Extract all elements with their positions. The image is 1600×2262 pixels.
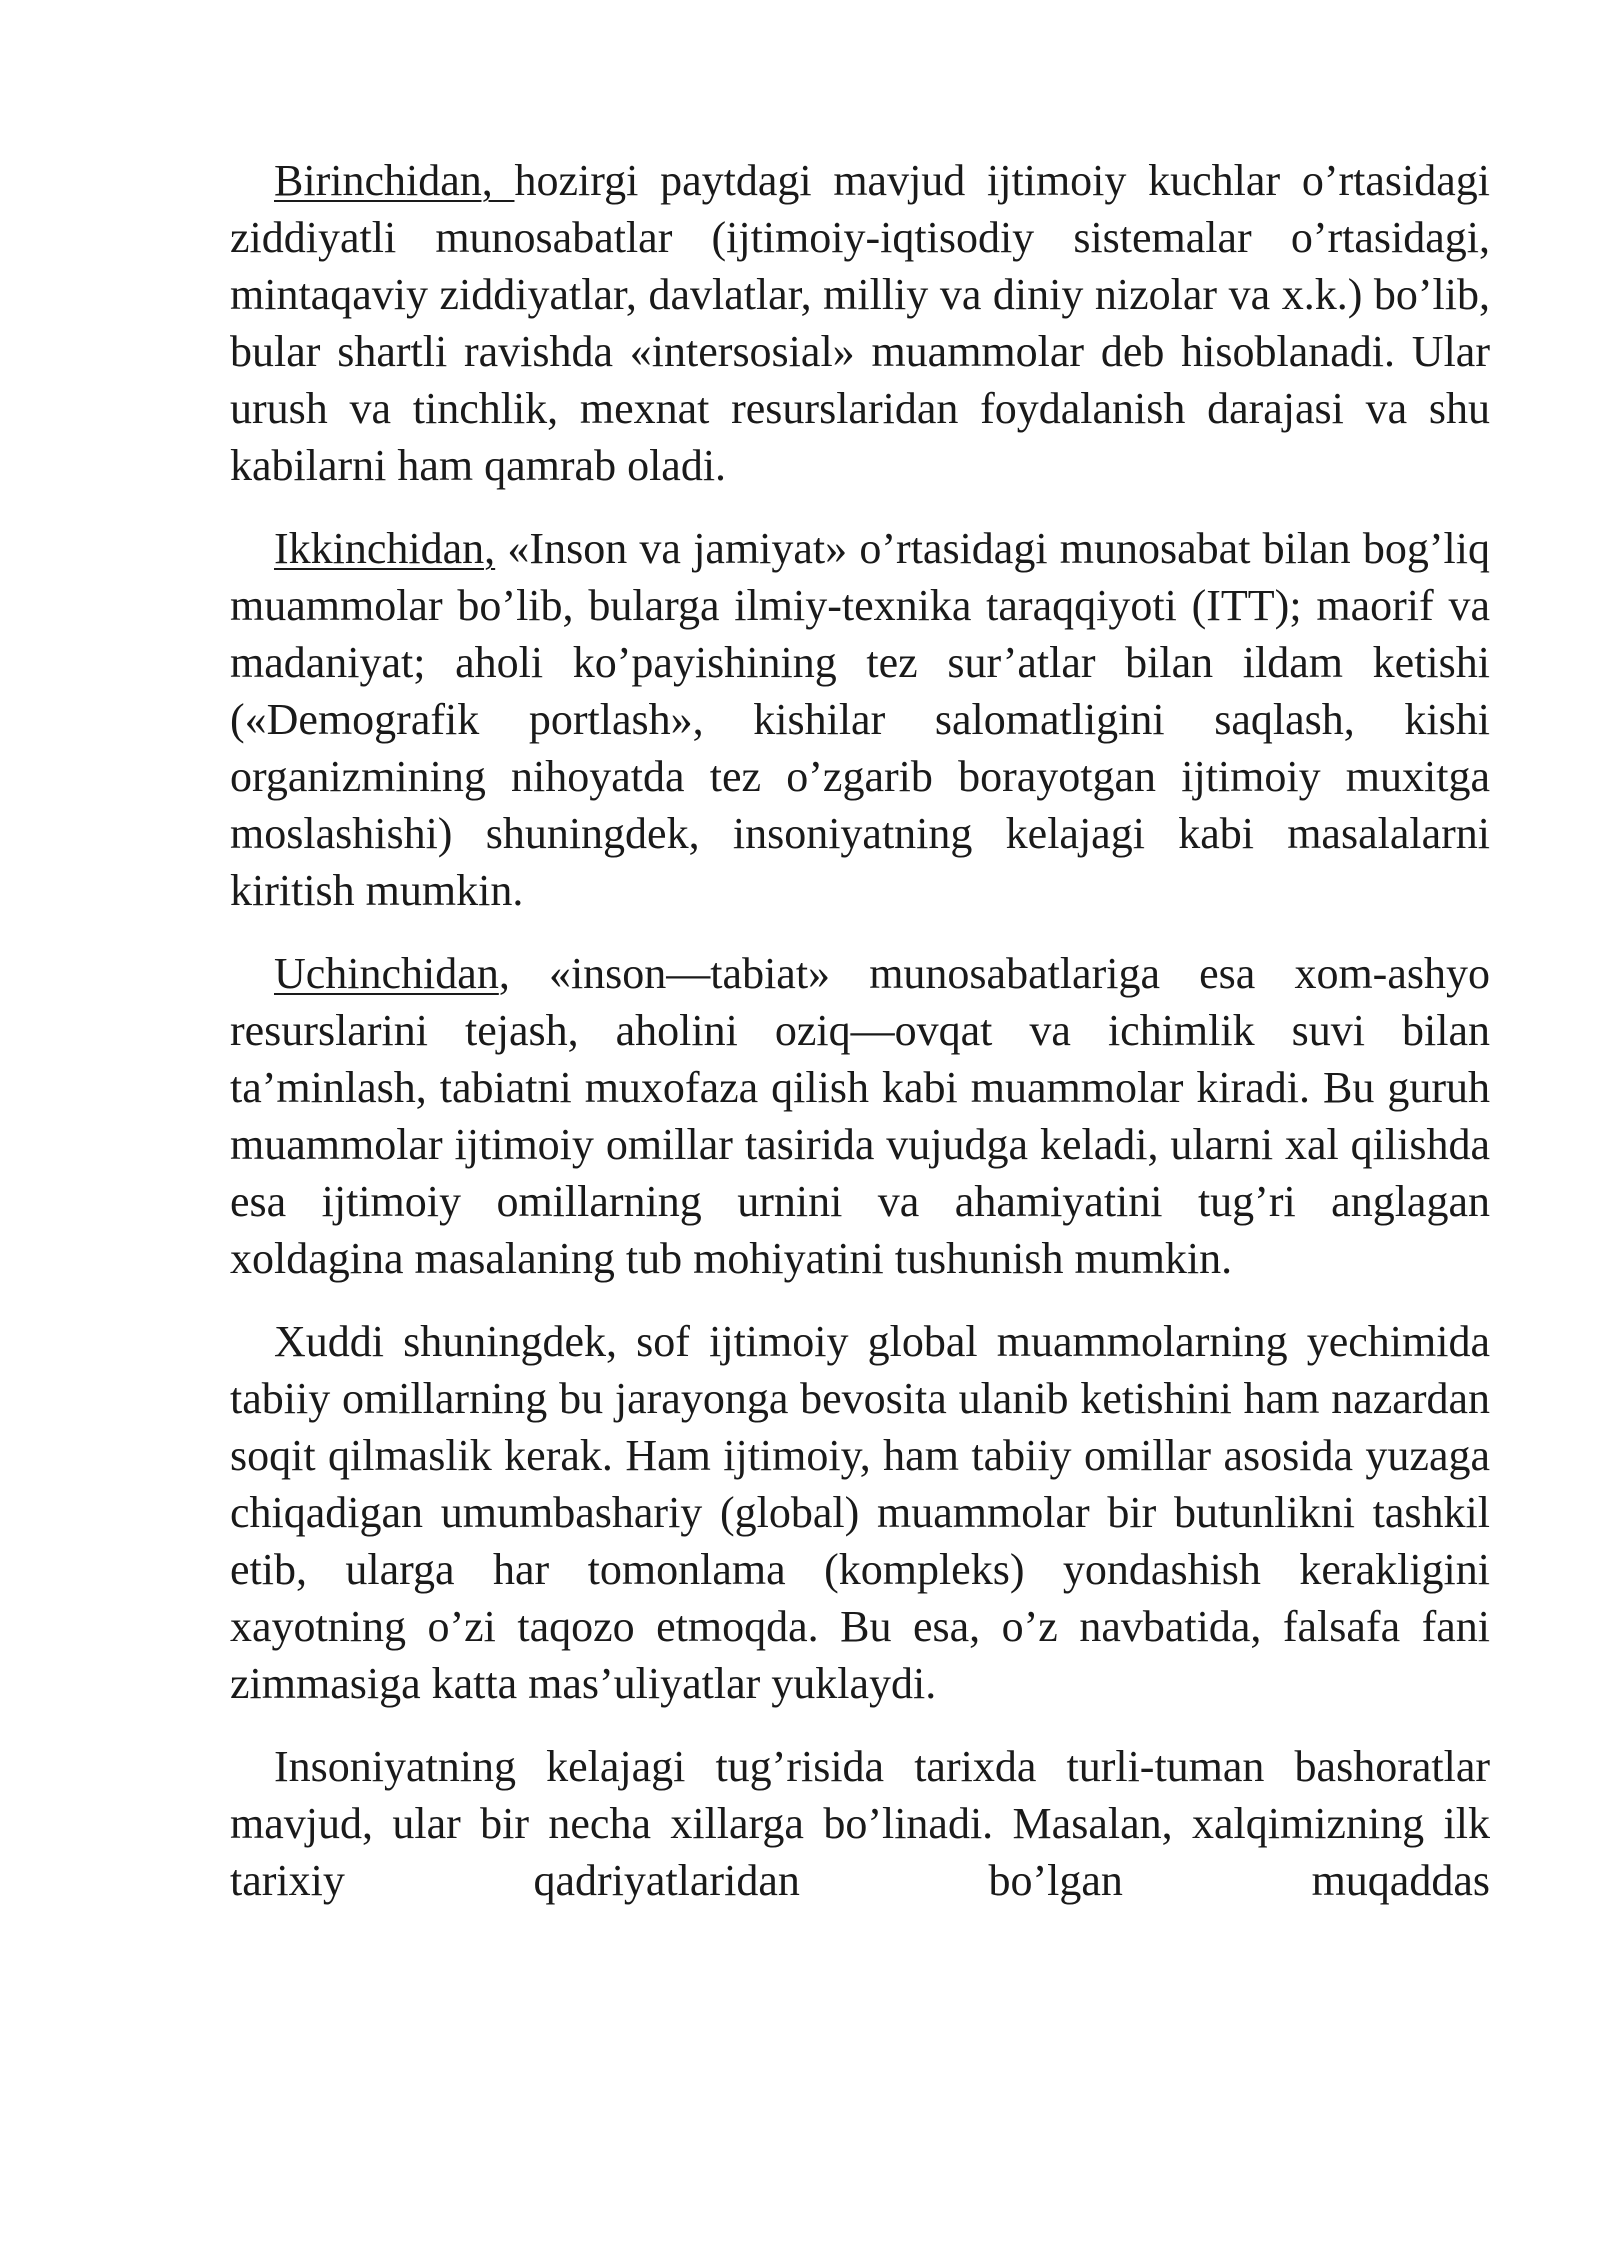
paragraph-uchinchidan (230, 945, 1490, 1287)
paragraph-text: , «inson—tabiat» munosabatlariga esa xom-ashyo resurslarini tejash, aholini oziq—ovqat va ichimlik suvi bilan ta’minlash, tabiatni muxofaza qilish kabi muammolar kiradi. Bu guruh muammolar ijtimoiy omillar tasirida vujudga keladi, ularni xal qilishda esa ijtimoiy omillarning urnini va ahamiyatini tug’ri anglagan xoldagina masalaning tub mohiyatini tushunish mumkin. (230, 949, 1490, 1283)
paragraph-insoniyatning-kelajagi (230, 1738, 1490, 1909)
paragraph-lead-uchinchidan: Uchinchidan (274, 949, 499, 998)
paragraph-birinchidan (230, 152, 1490, 494)
paragraph-text: «Inson va jamiyat» o’rtasidagi munosabat bilan bog’liq muammolar bo’lib, bularga ilmiy-texnika taraqqiyoti (ITT); maorif va madaniyat; aholi ko’payishining tez sur’atlar bilan ildam ketishi («Demografik portlash», kishilar salomatligini saqlash, kishi organizmining nihoyatda tez o’zgarib borayotgan ijtimoiy muxitga moslashishi) shuningdek, insoniyatning kelajagi kabi masalalarni kiritish mumkin. (230, 524, 1490, 915)
paragraph-text: Insoniyatning kelajagi tug’risida tarixda turli-tuman bashoratlar mavjud, ular bir necha xillarga bo’linadi. Masalan, xalqimizning ilk tarixiy qadriyatlaridan bo’lgan muqaddas (230, 1742, 1490, 1905)
paragraph-text: hozirgi paytdagi mavjud ijtimoiy kuchlar o’rtasidagi ziddiyatli munosabatlar (ijtimoiy-iqtisodiy sistemalar o’rtasidagi, mintaqaviy ziddiyatlar, davlatlar, milliy va diniy nizolar va x.k.) bo’lib, bular shartli ravishda «intersosial» muammolar deb hisoblanadi. Ular urush va tinchlik, mexnat resurslaridan foydalanish darajasi va shu kabilarni ham qamrab oladi. (230, 156, 1490, 490)
document-page (230, 152, 1490, 1935)
paragraph-xuddi-shuningdek (230, 1313, 1490, 1712)
paragraph-lead-birinchidan: Birinchidan, (274, 156, 515, 205)
paragraph-lead-ikkinchidan: Ikkinchidan, (274, 524, 496, 573)
paragraph-text: Xuddi shuningdek, sof ijtimoiy global muammolarning yechimida tabiiy omillarning bu jarayonga bevosita ulanib ketishini ham nazardan soqit qilmaslik kerak. Ham ijtimoiy, ham tabiiy omillar asosida yuzaga chiqadigan umumbashariy (global) muammolar bir butunlikni tashkil etib, ularga har tomonlama (kompleks) yondashish kerakligini xayotning o’zi taqozo etmoqda. Bu esa, o’z navbatida, falsafa fani zimmasiga katta mas’uliyatlar yuklaydi. (230, 1317, 1490, 1708)
paragraph-ikkinchidan (230, 520, 1490, 919)
